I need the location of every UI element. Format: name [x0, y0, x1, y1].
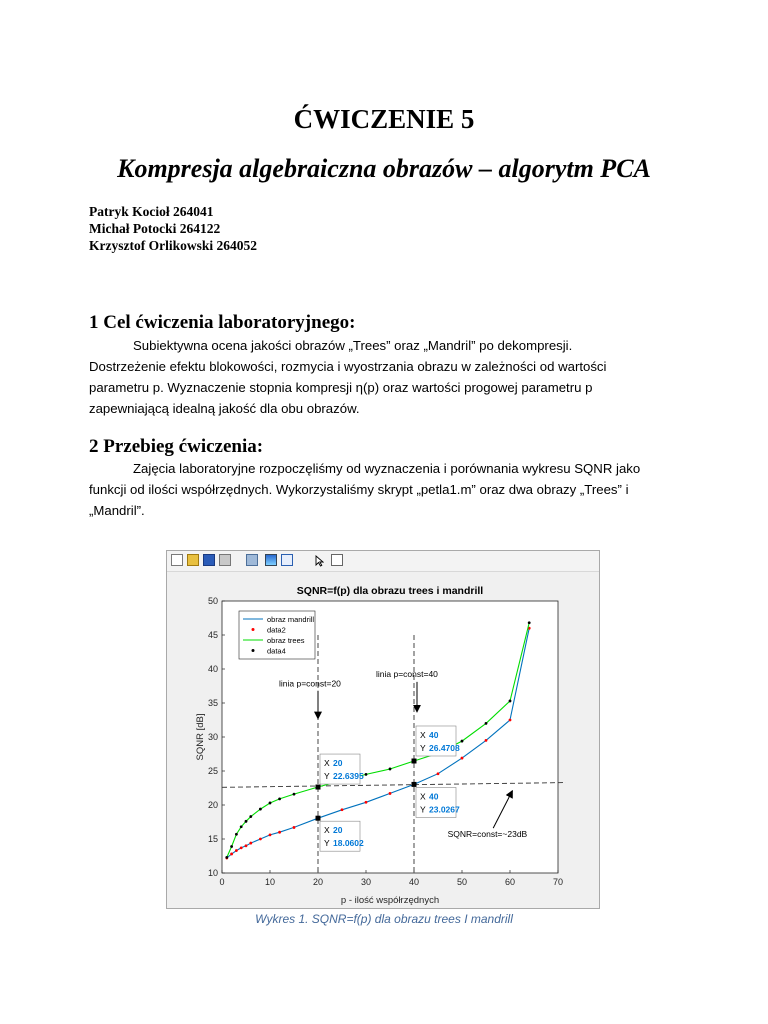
data-point-data4 [245, 820, 248, 823]
data-point-data4 [293, 793, 296, 796]
paragraph-line: Subiektywna ocena jakości obrazów „Trees” oraz „Mandril” po dekompresji. [133, 338, 573, 353]
paragraph-line: funkcji od ilości współrzędnych. Wykorzystaliśmy skrypt „petla1.m” oraz dwa obrazy „Trees” i [89, 482, 629, 497]
data-point-data4 [278, 797, 281, 800]
y-axis-label: SQNR [dB] [195, 713, 206, 761]
datatip-marker [412, 782, 417, 787]
datatip-x-label: X [420, 791, 426, 802]
datatip-marker [412, 758, 417, 763]
y-tick-label: 25 [207, 766, 218, 776]
legend-swatch [252, 628, 255, 631]
data-point-data2 [245, 844, 248, 847]
datatip-y-label: Y [420, 742, 426, 753]
data-point-data2 [278, 831, 281, 834]
author-name: Krzysztof Orlikowski 264052 [89, 238, 257, 253]
chart-title: SQNR=f(p) dla obrazu trees i mandrill [296, 585, 484, 597]
y-tick-label: 40 [207, 664, 218, 674]
legend-entry: data4 [267, 646, 286, 656]
x-tick-label: 60 [504, 877, 516, 887]
datatip-marker [316, 785, 321, 790]
sqnr-chart [167, 551, 599, 908]
data-point-data2 [240, 846, 243, 849]
data-point-data4 [528, 621, 531, 624]
datatip-y-value: 22.6395 [333, 771, 364, 782]
y-tick-label: 15 [207, 834, 218, 844]
section-paragraph [89, 335, 689, 419]
data-point-data4 [461, 740, 464, 743]
x-tick-label: 70 [552, 877, 564, 887]
datatip-y-label: Y [324, 771, 330, 782]
data-point-data4 [509, 700, 512, 703]
y-tick-label: 35 [207, 698, 218, 708]
x-tick-label: 30 [360, 877, 372, 887]
legend-entry: data2 [267, 625, 286, 635]
x-tick-label: 50 [456, 877, 468, 887]
data-point-data2 [437, 772, 440, 775]
page-subtitle: Kompresja algebraiczna obrazów – algorytm PCA [117, 154, 651, 183]
data-point-data2 [293, 826, 296, 829]
datatip-x-label: X [420, 729, 426, 740]
legend-entry: obraz trees [267, 636, 305, 645]
data-point-data4 [365, 773, 368, 776]
y-tick-label: 45 [207, 630, 218, 640]
data-point-data2 [269, 834, 272, 837]
data-point-data2 [365, 801, 368, 804]
x-tick-label: 0 [219, 877, 225, 887]
datatip-y-label: Y [324, 838, 330, 849]
datatip-x-value: 20 [333, 825, 343, 836]
datatip-y-value: 23.0267 [429, 804, 460, 815]
legend-swatch [252, 649, 255, 652]
data-point-data2 [259, 838, 262, 841]
paragraph-line: Dostrzeżenie efektu blokowości, rozmycia i wyostrzania obrazu w zależności od wartości [89, 359, 607, 374]
figure-caption: Wykres 1. SQNR=f(p) dla obrazu trees I mandrill [255, 912, 513, 926]
datatip-y-label: Y [420, 804, 426, 815]
legend [239, 611, 315, 659]
datatip-y-value: 26.4708 [429, 742, 460, 753]
section-heading: 2 Przebieg ćwiczenia: [89, 436, 264, 457]
datatip-y-value: 18.0602 [333, 838, 364, 849]
x-axis-label: p - ilość współrzędnych [340, 895, 440, 906]
datatip-x-value: 40 [429, 791, 439, 802]
x-tick-label: 40 [408, 877, 420, 887]
author-name: Michał Potocki 264122 [89, 221, 221, 236]
paragraph-line: Zajęcia laboratoryjne rozpoczęliśmy od wyznaczenia i porównania wykresu SQNR jako [133, 461, 641, 476]
figure-window [166, 550, 600, 909]
annotation-label: linia p=const=20 [279, 678, 341, 689]
datatip-x-value: 40 [429, 729, 439, 740]
page-title: ĆWICZENIE 5 [293, 104, 475, 134]
x-tick-label: 10 [264, 877, 276, 887]
data-point-data4 [240, 825, 243, 828]
section-paragraph [89, 458, 689, 521]
y-tick-label: 50 [207, 596, 218, 606]
data-point-data4 [389, 768, 392, 771]
y-tick-label: 10 [207, 868, 218, 878]
data-point-data2 [235, 849, 238, 852]
data-point-data2 [230, 853, 233, 856]
datatip-x-value: 20 [333, 758, 343, 769]
data-point-data2 [485, 739, 488, 742]
data-point-data4 [230, 845, 233, 848]
data-point-data4 [485, 722, 488, 725]
paragraph-line: „Mandril”. [89, 503, 145, 518]
datatip-marker [316, 816, 321, 821]
data-point-data2 [509, 719, 512, 722]
y-tick-label: 20 [207, 800, 218, 810]
data-point-data2 [389, 792, 392, 795]
paragraph-line: parametru p. Wyznaczenie stopnia kompresji η(p) oraz wartości progowej parametru p [89, 380, 593, 395]
x-tick-label: 20 [312, 877, 324, 887]
data-point-data4 [225, 856, 228, 859]
data-point-data4 [259, 808, 262, 811]
datatip-x-label: X [324, 758, 330, 769]
datatip-x-label: X [324, 825, 330, 836]
annotation-label: linia p=const=40 [376, 669, 438, 680]
data-point-data2 [461, 757, 464, 760]
paragraph-line: zapewniającą idealną jakość dla obu obrazów. [89, 401, 360, 416]
annotation-label: SQNR=const=~23dB [447, 828, 528, 839]
data-point-data2 [341, 808, 344, 811]
legend-entry: obraz mandrill [267, 615, 315, 624]
section-heading: 1 Cel ćwiczenia laboratoryjnego: [89, 312, 356, 333]
data-point-data4 [235, 833, 238, 836]
data-point-data4 [269, 802, 272, 805]
data-point-data4 [249, 815, 252, 818]
y-tick-label: 30 [207, 732, 218, 742]
data-point-data2 [249, 842, 252, 845]
author-name: Patryk Kocioł 264041 [89, 204, 214, 219]
author-list [89, 203, 257, 254]
